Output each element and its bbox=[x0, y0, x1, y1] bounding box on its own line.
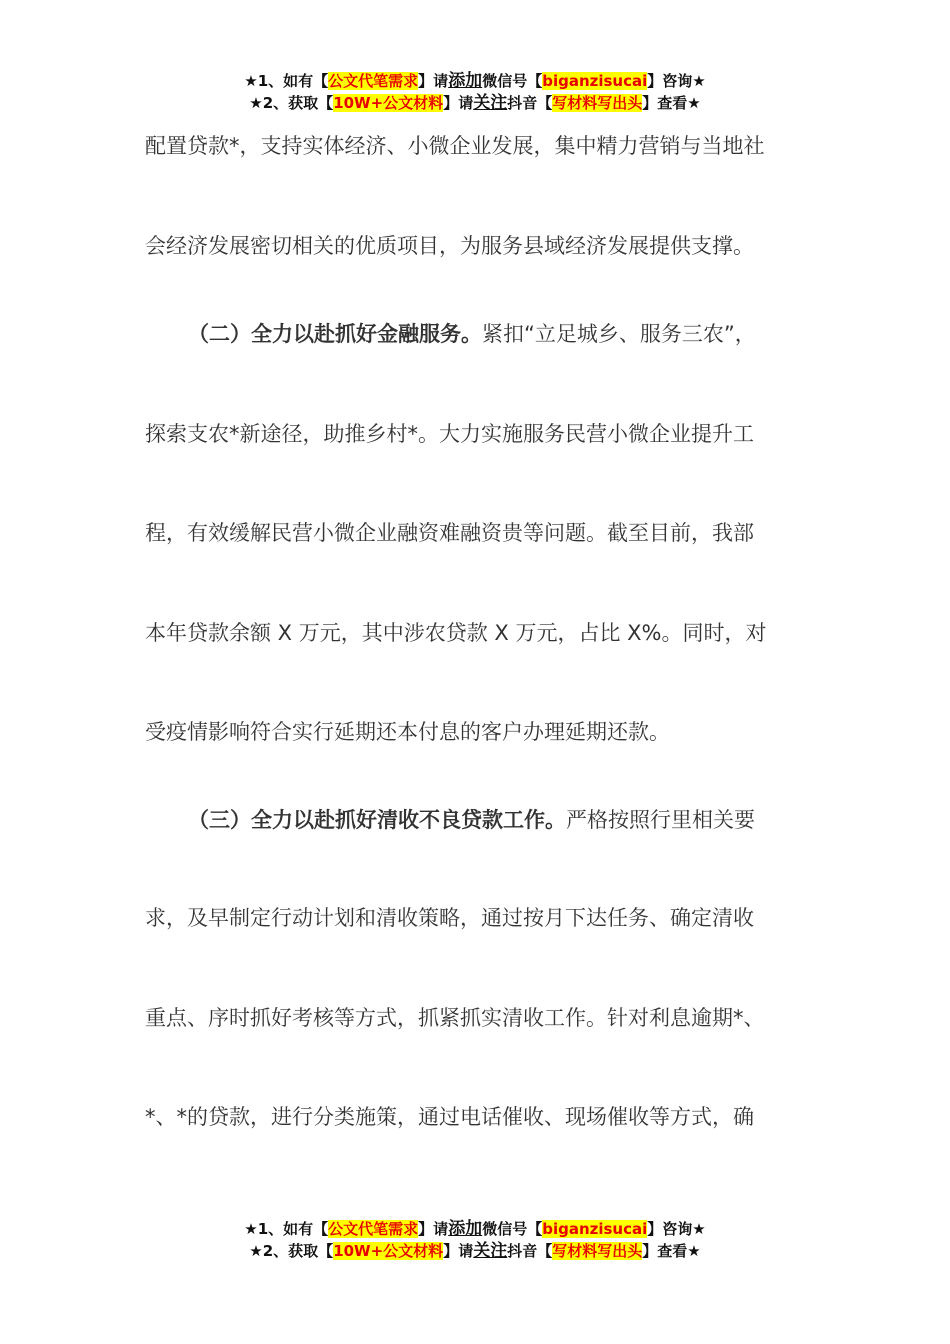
banner-text: ★2、获取【 bbox=[249, 1242, 334, 1260]
banner-text: 】请 bbox=[418, 72, 449, 90]
banner-line-2 bbox=[0, 1240, 950, 1262]
section-2-line bbox=[188, 318, 868, 348]
paragraph-line: *、*的贷款，进行分类施策，通过电话催收、现场催收等方式，确 bbox=[145, 1105, 754, 1129]
section-heading: （三）全力以赴抓好清收不良贷款工作。 bbox=[188, 808, 566, 832]
section-text: 严格按照行里相关要 bbox=[566, 808, 755, 832]
banner-emphasis: 添加 bbox=[448, 1219, 483, 1239]
paragraph-line: 配置贷款*，支持实体经济、小微企业发展，集中精力营销与当地社 bbox=[145, 134, 765, 158]
banner-text: 微信号【 bbox=[482, 1220, 543, 1238]
banner-text: ★1、如有【 bbox=[244, 1220, 329, 1238]
banner-text: 】请 bbox=[443, 1242, 474, 1260]
banner-text: 】查看★ bbox=[642, 94, 701, 112]
banner-douyin-id: 写材料写出头 bbox=[552, 94, 643, 112]
paragraph-line: 受疫情影响符合实行延期还本付息的客户办理延期还款。 bbox=[145, 720, 670, 744]
section-text: 紧扣“立足城乡、服务三农”， bbox=[482, 322, 756, 346]
banner-text: 微信号【 bbox=[482, 72, 543, 90]
banner-line-2 bbox=[0, 92, 950, 114]
banner-emphasis: 关注 bbox=[473, 1241, 508, 1261]
banner-text: 】咨询★ bbox=[647, 72, 706, 90]
paragraph-line: 重点、序时抓好考核等方式，抓紧抓实清收工作。针对利息逾期*、 bbox=[145, 1006, 765, 1030]
banner-text: 抖音【 bbox=[507, 94, 553, 112]
banner-emphasis: 添加 bbox=[448, 71, 483, 91]
banner-text: 】查看★ bbox=[642, 1242, 701, 1260]
banner-wechat-id: biganzisucai bbox=[542, 72, 648, 90]
header-banner bbox=[0, 70, 950, 114]
banner-text: 抖音【 bbox=[507, 1242, 553, 1260]
banner-text: ★1、如有【 bbox=[244, 72, 329, 90]
banner-highlight: 公文代笔需求 bbox=[328, 1220, 419, 1238]
footer-banner bbox=[0, 1218, 950, 1262]
banner-wechat-id: biganzisucai bbox=[542, 1220, 648, 1238]
banner-text: 】请 bbox=[443, 94, 474, 112]
banner-text: 】请 bbox=[418, 1220, 449, 1238]
paragraph-line: 程，有效缓解民营小微企业融资难融资贵等问题。截至目前，我部 bbox=[145, 521, 754, 545]
banner-highlight: 10W+公文材料 bbox=[333, 1242, 444, 1260]
paragraph-line: 本年贷款余额 X 万元，其中涉农贷款 X 万元，占比 X%。同时，对 bbox=[145, 621, 767, 645]
banner-text: 】咨询★ bbox=[647, 1220, 706, 1238]
banner-highlight: 公文代笔需求 bbox=[328, 72, 419, 90]
paragraph-line: 会经济发展密切相关的优质项目，为服务县域经济发展提供支撑。 bbox=[145, 234, 754, 258]
banner-line-1 bbox=[0, 1218, 950, 1240]
paragraph-line: 求，及早制定行动计划和清收策略，通过按月下达任务、确定清收 bbox=[145, 906, 754, 930]
banner-text: ★2、获取【 bbox=[249, 94, 334, 112]
banner-highlight: 10W+公文材料 bbox=[333, 94, 444, 112]
banner-douyin-id: 写材料写出头 bbox=[552, 1242, 643, 1260]
banner-line-1 bbox=[0, 70, 950, 92]
paragraph-line: 探索支农*新途径，助推乡村*。大力实施服务民营小微企业提升工 bbox=[145, 422, 754, 446]
section-3-line bbox=[188, 804, 868, 834]
section-heading: （二）全力以赴抓好金融服务。 bbox=[188, 322, 482, 346]
banner-emphasis: 关注 bbox=[473, 93, 508, 113]
